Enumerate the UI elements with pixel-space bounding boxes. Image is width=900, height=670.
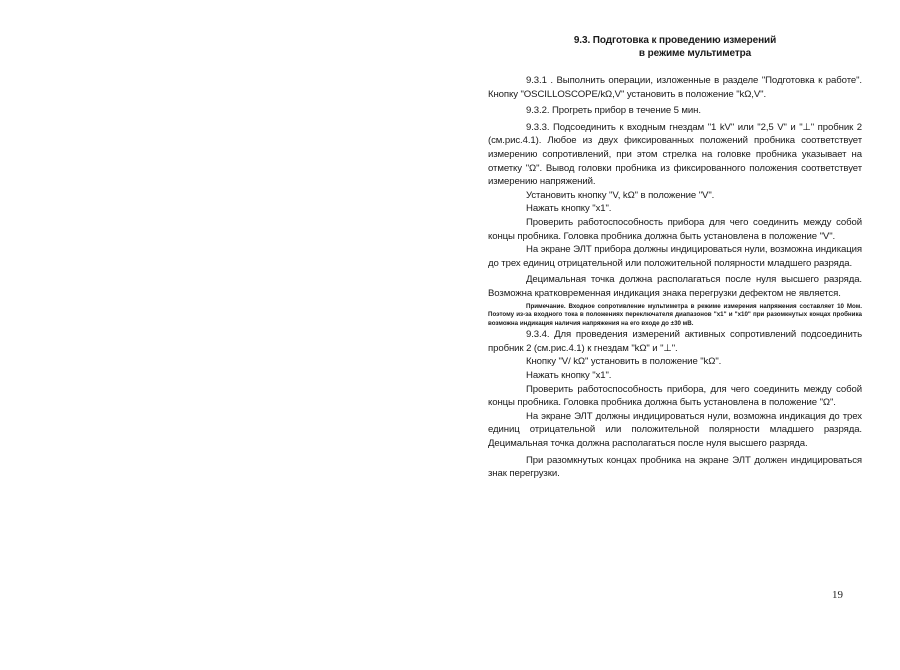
paragraph-press-x1: Нажать кнопку "x1". <box>526 203 612 215</box>
paragraph-9-3-1: 9.3.1 . Выполнить операции, изложенные в разделе "Подготовка к работе". Кнопку "OSCILLOSCOPE/kΩ,V" установить в положение "kΩ,V". <box>488 75 862 100</box>
note-paragraph: Примечание. Входное сопротивление мультиметра в режиме измерения напряжения составляет 10 Мом. Поэтому из-за входного тока в положениях переключателя диапазонов "x1" и "x10" при разомкнутых концах пробника возможна индикация наличия напряжения на его входе до ±30 мВ. <box>488 302 862 327</box>
paragraph-set-kohm: Кнопку "V/ kΩ" установить в положение "kΩ". <box>526 356 722 368</box>
paragraph-press-x1-2: Нажать кнопку "x1". <box>526 370 612 382</box>
section-title-line2: в режиме мультиметра <box>638 48 752 59</box>
section-body <box>488 74 862 481</box>
paragraph-9-3-4: 9.3.4. Для проведения измерений активных сопротивлений подсоединить пробник 2 (см.рис.4.1) к гнездам "kΩ" и "⊥". <box>488 329 862 354</box>
paragraph-overload: При разомкнутых концах пробника на экране ЭЛТ должен индицироваться знак перегрузки. <box>488 454 862 480</box>
paragraph-9-3-2: 9.3.2. Прогреть прибор в течение 5 мин. <box>526 105 701 117</box>
paragraph-check-v: Проверить работоспособность прибора для чего соединить между собой концы пробника. Головка пробника должна быть установлена в положение "V". <box>488 216 862 242</box>
page-number: 19 <box>832 589 843 601</box>
section-title-line1: 9.3. Подготовка к проведению измерений <box>573 35 777 46</box>
document-page <box>488 28 862 648</box>
section-title <box>488 34 862 60</box>
paragraph-zeros-ohm: На экране ЭЛТ должны индицироваться нули, возможна индикация до трех единиц отрицательной или положительной полярности младшего разряда. Децимальная точка должна располагаться после нуля высшего разряда. <box>488 410 862 450</box>
paragraph-check-ohm: Проверить работоспособность прибора, для чего соединить между собой концы пробника. Головка пробника должна быть установлена в положение "Ω". <box>488 383 862 409</box>
paragraph-decimal-point: Децимальная точка должна располагаться после нуля высшего разряда. Возможна кратковременная индикация знака перегрузки дефектом не является. <box>488 274 862 299</box>
paragraph-set-v: Установить кнопку "V, kΩ" в положение "V". <box>526 189 715 201</box>
paragraph-zeros-v: На экране ЭЛТ прибора должны индицироваться нули, возможна индикация до трех единиц отрицательной или положительной полярности младшего разряда. <box>488 244 862 269</box>
paragraph-9-3-3: 9.3.3. Подсоединить к входным гнездам "1 kV" или "2,5 V" и "⊥" пробник 2 (см.рис.4.1). Любое из двух фиксированных положений пробника соответствует измерению сопротивлений, при этом стрелка на головке пробника указывает на отметку "Ω". Вывод головки пробника из фиксированного положения соответствует измерению напряжений. <box>488 121 862 188</box>
